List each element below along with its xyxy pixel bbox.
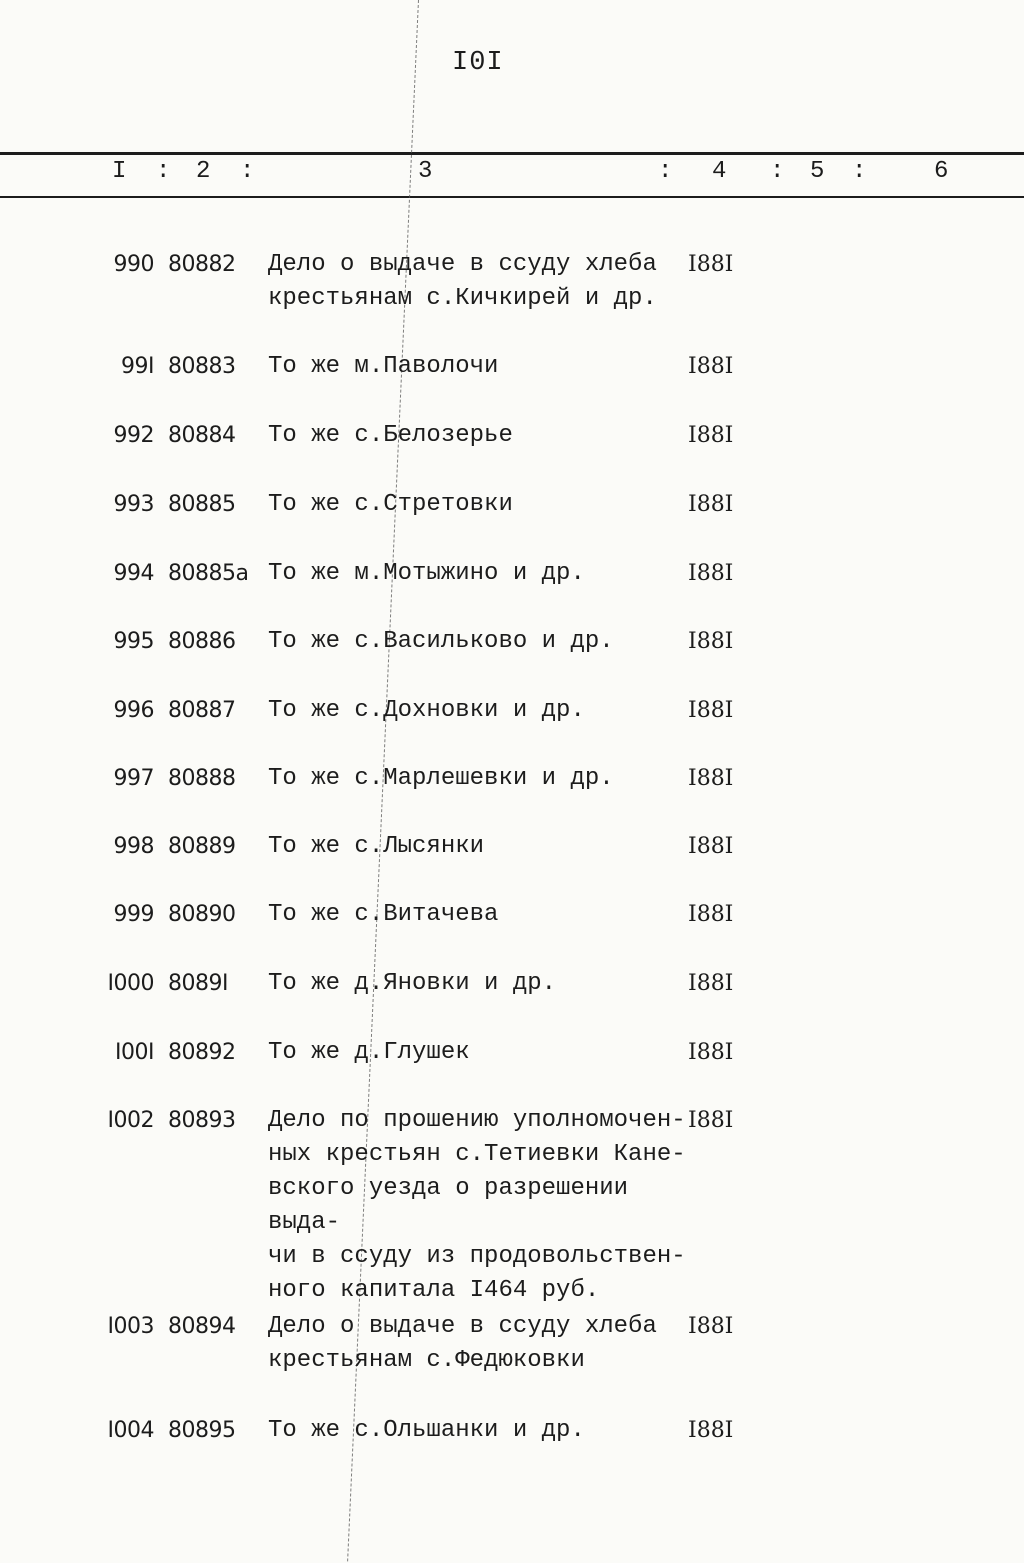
item-year: I88I <box>688 492 734 517</box>
fund-number: 80883 <box>168 354 236 379</box>
item-year: I88I <box>688 971 734 996</box>
item-number: I004 <box>107 1418 154 1443</box>
item-number: I002 <box>107 1108 154 1133</box>
fund-number: 80892 <box>168 1040 236 1065</box>
fund-number: 80890 <box>168 902 236 927</box>
item-description: То же м.Мотыжино и др. <box>268 560 585 587</box>
item-year: I88I <box>688 561 734 586</box>
column-header-3: 3 <box>418 158 433 185</box>
item-year: I88I <box>688 1418 734 1443</box>
item-description: То же с.Витачева <box>268 901 499 928</box>
item-description: То же с.Стретовки <box>268 491 513 518</box>
item-description: То же с.Белозерье <box>268 422 513 449</box>
fund-number: 80887 <box>168 698 236 723</box>
column-separator: : <box>852 158 867 185</box>
item-year: I88I <box>688 1314 734 1339</box>
fund-number: 80893 <box>168 1108 236 1133</box>
item-number: 995 <box>113 629 154 654</box>
fund-number: 80889 <box>168 834 236 859</box>
fund-number: 80894 <box>168 1314 236 1339</box>
item-number: 993 <box>113 492 154 517</box>
column-header-6: 6 <box>934 158 949 185</box>
item-description: То же с.Ольшанки и др. <box>268 1417 585 1444</box>
fund-number: 80885 <box>168 492 236 517</box>
fund-number: 80886 <box>168 629 236 654</box>
item-number: I003 <box>107 1314 154 1339</box>
column-header-2: 2 <box>196 158 211 185</box>
fund-number: 80895 <box>168 1418 236 1443</box>
column-separator: : <box>156 158 171 185</box>
item-number: 992 <box>113 423 154 448</box>
item-description: Дело по прошению уполномочен- ных крестьян с.Тетиевки Кане- вского уезда о разрешении выда- чи в ссуду из продовольствен- ного капитала I464 руб. <box>268 1107 686 1304</box>
item-year: I88I <box>688 766 734 791</box>
header-top-rule <box>0 152 1024 155</box>
item-description: То же с.Марлешевки и др. <box>268 765 614 792</box>
column-header-5: 5 <box>810 158 825 185</box>
item-year: I88I <box>688 834 734 859</box>
page-number: I0I <box>452 48 504 78</box>
fund-number: 80885а <box>168 561 249 586</box>
item-description: То же с.Васильково и др. <box>268 628 614 655</box>
item-year: I88I <box>688 629 734 654</box>
item-year: I88I <box>688 252 734 277</box>
item-description: То же д.Яновки и др. <box>268 970 557 997</box>
column-separator: : <box>240 158 255 185</box>
item-number: I00I <box>115 1040 154 1065</box>
fund-number: 80882 <box>168 252 236 277</box>
fund-number: 80884 <box>168 423 236 448</box>
column-separator: : <box>658 158 673 185</box>
item-number: 994 <box>113 561 154 586</box>
item-description: Дело о выдаче в ссуду хлеба крестьянам с.Кичкирей и др. <box>268 251 657 312</box>
item-description: То же д.Глушек <box>268 1039 470 1066</box>
item-number: 998 <box>113 834 154 859</box>
column-separator: : <box>770 158 785 185</box>
item-description: То же м.Паволочи <box>268 353 499 380</box>
column-header-1: I <box>112 158 127 185</box>
item-description: То же с.Дохновки и др. <box>268 697 585 724</box>
item-year: I88I <box>688 902 734 927</box>
item-year: I88I <box>688 1108 734 1133</box>
item-number: 997 <box>113 766 154 791</box>
item-description: Дело о выдаче в ссуду хлеба крестьянам с.Федюковки <box>268 1313 657 1374</box>
item-description: То же с.Лысянки <box>268 833 485 860</box>
fund-number: 8089I <box>168 971 228 996</box>
item-year: I88I <box>688 1040 734 1065</box>
item-number: 996 <box>113 698 154 723</box>
item-number: 99I <box>121 354 154 379</box>
column-header-4: 4 <box>712 158 727 185</box>
item-number: I000 <box>107 971 154 996</box>
item-year: I88I <box>688 423 734 448</box>
header-bottom-rule <box>0 196 1024 198</box>
fund-number: 80888 <box>168 766 236 791</box>
item-number: 990 <box>113 252 154 277</box>
item-year: I88I <box>688 354 734 379</box>
item-year: I88I <box>688 698 734 723</box>
item-number: 999 <box>113 902 154 927</box>
